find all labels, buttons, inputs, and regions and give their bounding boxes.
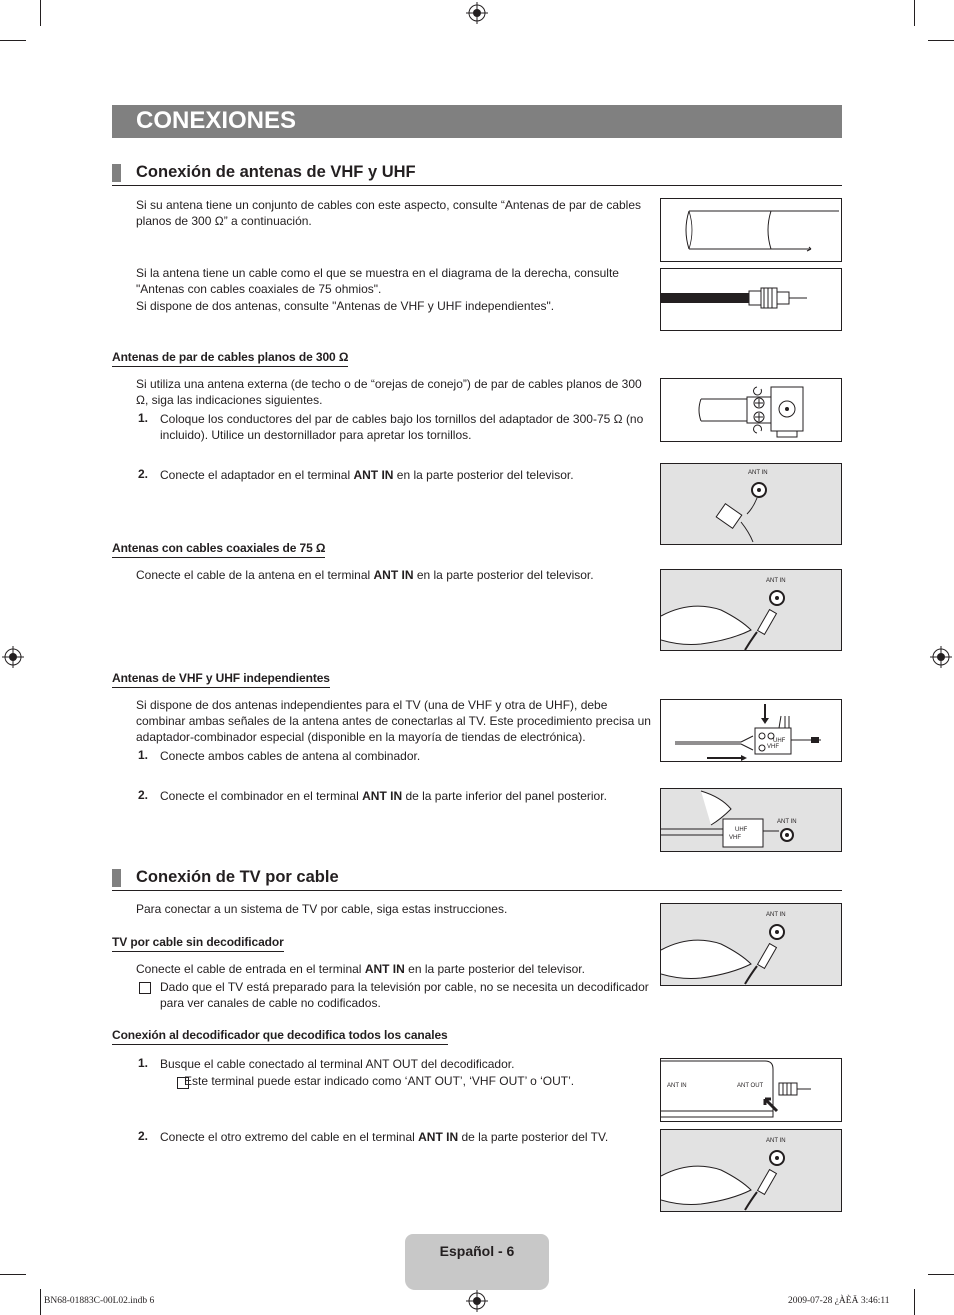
page-title: CONEXIONES <box>136 107 297 134</box>
hand-coax-figure <box>660 569 842 651</box>
paragraph: Si su antena tiene un conjunto de cables con este aspecto, consulte “Antenas de par de cables planos de 300 Ω” a continuación. <box>136 198 642 228</box>
file-slug: BN68-01883C-00L02.indb 6 <box>44 1296 155 1306</box>
crop-mark <box>40 1289 41 1315</box>
paragraph: Si dispone de dos antenas, consulte "Antenas de VHF y UHF independientes". <box>136 299 555 313</box>
crop-mark <box>928 40 954 41</box>
decoder-figure <box>660 1058 842 1122</box>
section-heading-text: Conexión de TV por cable <box>136 868 339 886</box>
page-number-tab <box>405 1234 549 1290</box>
heading-bar <box>112 164 121 182</box>
vhf-label: VHF <box>729 835 741 841</box>
crop-mark <box>928 1274 954 1275</box>
crop-mark <box>40 0 41 26</box>
hand-coax-figure <box>660 1129 842 1212</box>
subheading-separate-antennas: Antenas de VHF y UHF independientes <box>112 671 330 688</box>
note-text: Dado que el TV está preparado para la televisión por cable, no se necesita un decodificador para ver canales de cable no codificados. <box>160 980 649 1010</box>
registration-mark-icon <box>466 1290 488 1312</box>
step-text: Busque el cable conectado al terminal ANT OUT del decodificador. <box>160 1057 515 1071</box>
step-text: Conecte el combinador en el terminal ANT IN de la parte inferior del panel posterior. <box>160 789 607 803</box>
step-number: 1. <box>138 748 149 762</box>
ant-in-label: ANT IN <box>667 1083 687 1089</box>
ant-in-label: ANT IN <box>766 578 786 584</box>
uhf-label: UHF <box>735 827 748 833</box>
adapter-figure <box>660 378 842 442</box>
ant-in-label: ANT IN <box>766 912 786 918</box>
section-heading-antennas <box>112 163 842 186</box>
ant-in-adapter-figure <box>660 463 842 545</box>
heading-bar <box>112 869 121 887</box>
step-number: 2. <box>138 467 149 481</box>
crop-mark <box>914 1289 915 1315</box>
registration-mark-icon <box>930 646 952 668</box>
paragraph: Para conectar a un sistema de TV por cable, siga estas instrucciones. <box>136 902 508 916</box>
step-number: 1. <box>138 411 149 425</box>
flat-cable-figure <box>660 198 842 262</box>
crop-mark <box>0 40 26 41</box>
step-text: Coloque los conductores del par de cables bajo los tornillos del adaptador de 300-75 Ω (no incluido). Utilice un destornillador para apretar los tornillos. <box>160 412 644 442</box>
registration-mark-icon <box>466 2 488 24</box>
print-timestamp: 2009-07-28 ¿ÀÈÄ 3:46:11 <box>788 1296 890 1306</box>
step-text: Conecte ambos cables de antena al combinador. <box>160 749 421 763</box>
subheading-no-decoder: TV por cable sin decodificador <box>112 935 284 952</box>
section-heading-text: Conexión de antenas de VHF y UHF <box>136 163 416 181</box>
step-text: Conecte el adaptador en el terminal ANT IN en la parte posterior del televisor. <box>160 468 574 482</box>
hand-coax-figure <box>660 903 842 986</box>
step-number: 2. <box>138 1129 149 1143</box>
combiner-ant-in-figure <box>660 788 842 852</box>
combiner-figure <box>660 699 842 762</box>
step-text: Conecte el otro extremo del cable en el terminal ANT IN de la parte posterior del TV. <box>160 1130 609 1144</box>
note-text: Este terminal puede estar indicado como ‘ANT OUT’, ‘VHF OUT’ o ‘OUT’. <box>184 1074 575 1088</box>
vhf-label: VHF <box>767 744 779 750</box>
subheading-decoder: Conexión al decodificador que decodifica todos los canales <box>112 1028 448 1045</box>
subheading-75-ohm: Antenas con cables coaxiales de 75 Ω <box>112 541 325 558</box>
coax-cable-figure <box>660 268 842 331</box>
section-heading-cable-tv <box>112 868 842 891</box>
step-number: 2. <box>138 788 149 802</box>
ant-in-label: ANT IN <box>766 1138 786 1144</box>
paragraph: Si la antena tiene un cable como el que se muestra en el diagrama de la derecha, consulte "Antenas con cables coaxiales de 75 ohmios". <box>136 266 619 296</box>
crop-mark <box>914 0 915 26</box>
note-icon <box>139 982 151 994</box>
page-number: Español - 6 <box>439 1243 515 1259</box>
paragraph: Si utiliza una antena externa (de techo o de “orejas de conejo”) de par de cables planos de 300 Ω, siga las indicaciones siguientes. <box>136 377 642 407</box>
paragraph: Conecte el cable de la antena en el terminal ANT IN en la parte posterior del televisor. <box>136 568 594 582</box>
uhf-label: UHF <box>773 738 786 744</box>
paragraph: Si dispone de dos antenas independientes para el TV (una de VHF y otra de UHF), debe combinar ambas señales de la antena antes de conectarlas al TV. Este procedimiento precisa un adaptador-combinador especial (disponible en la mayoría de tiendas de electrónica). <box>136 698 651 744</box>
ant-out-label: ANT OUT <box>737 1083 764 1089</box>
ant-in-label: ANT IN <box>748 470 768 476</box>
ant-in-label: ANT IN <box>777 819 797 825</box>
step-number: 1. <box>138 1056 149 1070</box>
subheading-300-ohm: Antenas de par de cables planos de 300 Ω <box>112 350 348 367</box>
paragraph: Conecte el cable de entrada en el terminal ANT IN en la parte posterior del televisor. <box>136 962 585 976</box>
page-title-banner <box>112 105 842 138</box>
crop-mark <box>0 1274 26 1275</box>
registration-mark-icon <box>2 646 24 668</box>
